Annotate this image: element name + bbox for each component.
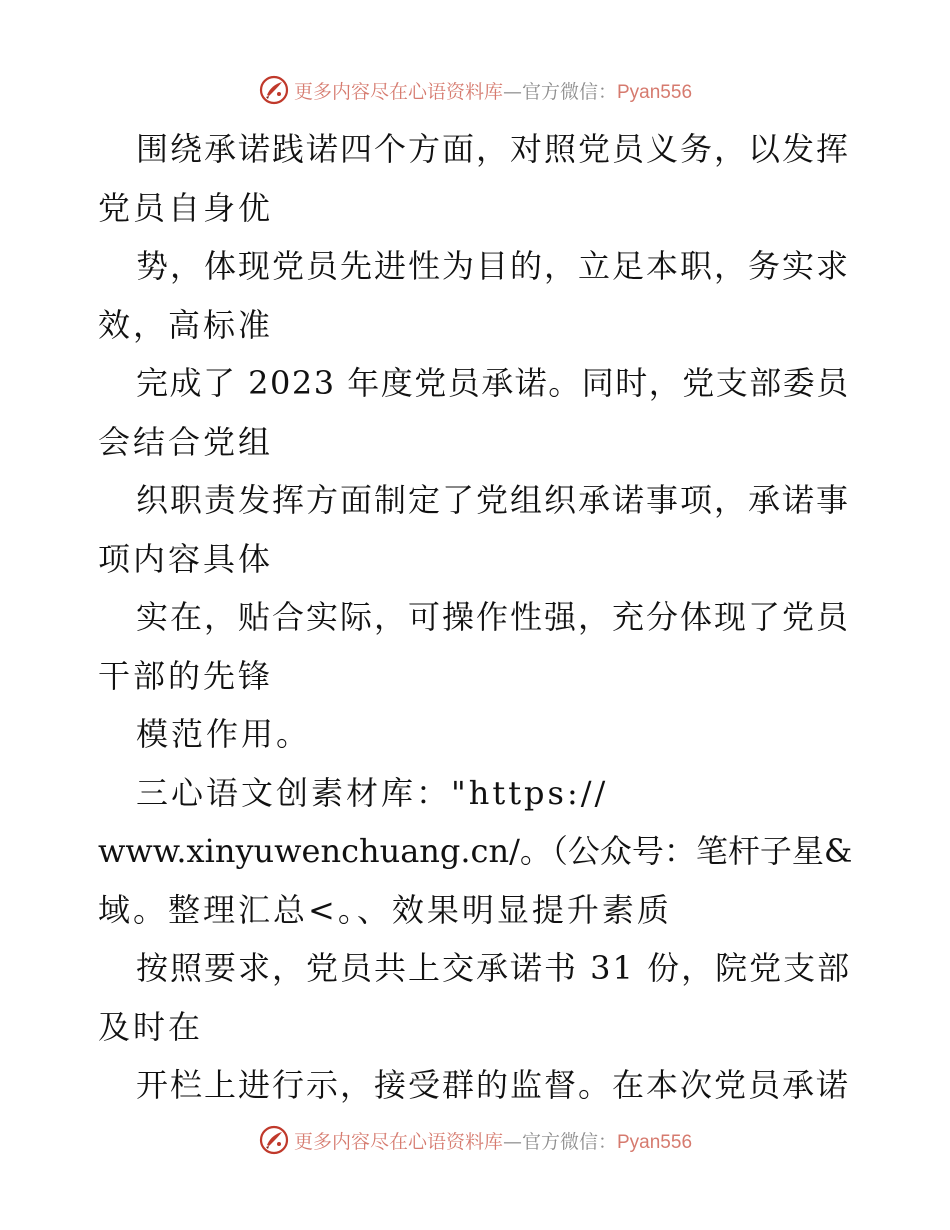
watermark-text — [294, 1127, 692, 1154]
text-line: 势，体现党员先进性为目的，立足本职，务实求 — [136, 247, 851, 285]
text-line: 项内容具体 — [98, 539, 274, 578]
text-line: 按照要求，党员共上交承诺书 31 份，院党支部 — [136, 949, 852, 987]
watermark-wechat-id: Pyan556 — [617, 1131, 693, 1153]
text-line: 围绕承诺践诺四个方面，对照党员义务，以发挥 — [136, 130, 851, 168]
text-line: 及时在 — [98, 1007, 204, 1046]
text-line: 效，高标准 — [98, 305, 274, 344]
document-body — [98, 120, 858, 1115]
text-line: 开栏上进行示，接受群的监督。在本次党员承诺 — [136, 1066, 851, 1104]
text-line: 干部的先锋 — [98, 656, 274, 695]
footer-watermark-banner — [0, 1120, 950, 1160]
watermark-wechat-label: 官方微信： — [521, 80, 617, 103]
watermark-separator: — — [502, 1130, 522, 1153]
watermark-brand: 更多内容尽在心语资料库 — [293, 80, 503, 103]
text-line: 党员自身优 — [98, 188, 274, 227]
text-line: 完成了 2023 年度党员承诺。同时，党支部委员 — [136, 364, 850, 402]
watermark-brand: 更多内容尽在心语资料库 — [293, 1130, 503, 1153]
brush-logo-icon — [258, 74, 290, 106]
watermark-text — [294, 77, 692, 104]
brush-logo-icon — [258, 1124, 290, 1156]
text-line: 会结合党组 — [98, 422, 274, 461]
text-line: 模范作用。 — [136, 715, 312, 753]
watermark-wechat-label: 官方微信： — [521, 1130, 617, 1153]
watermark-wechat-id: Pyan556 — [617, 81, 693, 103]
watermark-separator: — — [502, 80, 522, 103]
text-line: 织职责发挥方面制定了党组织承诺事项，承诺事 — [136, 481, 851, 519]
text-line: www.xinyuwenchuang.cn/。（公众号：笔杆子星& — [98, 832, 853, 870]
text-line: 域。整理汇总<。、效果明显提升素质 — [98, 890, 672, 929]
text-line: 实在，贴合实际，可操作性强，充分体现了党员 — [136, 598, 851, 636]
header-watermark-banner — [0, 70, 950, 110]
text-line: 三心语文创素材库："https:// — [136, 773, 609, 812]
